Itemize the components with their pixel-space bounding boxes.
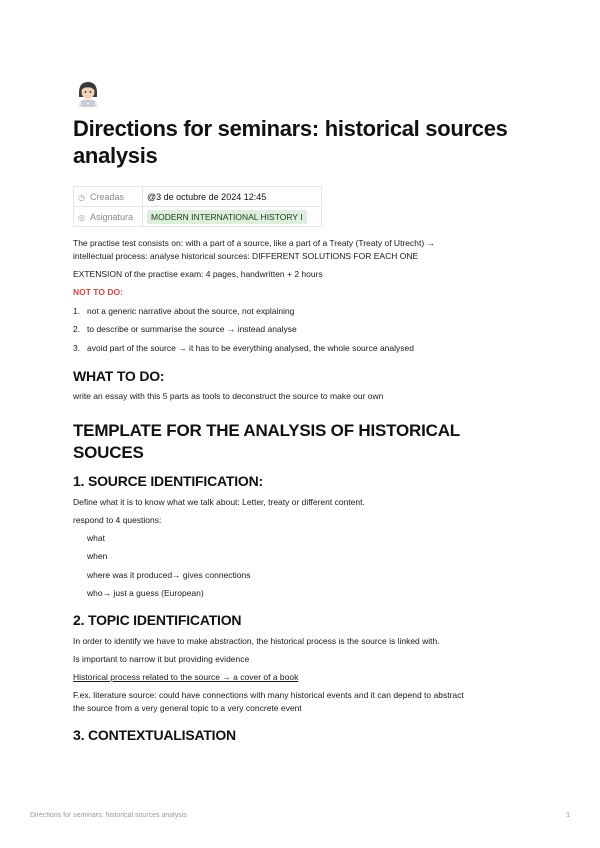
property-row-created: [74, 187, 322, 207]
template-heading: TEMPLATE FOR THE ANALYSIS OF HISTORICAL SOUCES: [73, 421, 460, 462]
topic-identification-line-1: In order to identify we have to make abstraction, the historical process is the source is linked with.: [73, 636, 440, 646]
question-item: who→ just a guess (European): [87, 588, 204, 598]
list-item: 1. not a generic narrative about the source, not explaining: [73, 306, 295, 316]
page-title: Directions for seminars: historical sources analysis: [73, 116, 508, 168]
list-item: 2. to describe or summarise the source → instead analyse: [73, 324, 297, 334]
clock-icon: ◷: [78, 192, 85, 202]
property-key: ◷ Creadas: [74, 187, 143, 207]
property-value-subject[interactable]: [143, 207, 322, 227]
intro-line-2: intellectual process: analyse historical sources: DIFFERENT SOLUTIONS FOR EACH ONE: [73, 251, 419, 261]
list-item: 3. avoid part of the source → it has to be everything analysed, the whole source analysed: [73, 343, 414, 353]
what-to-do-heading: WHAT TO DO:: [73, 368, 165, 384]
subject-tag[interactable]: MODERN INTERNATIONAL HISTORY I: [147, 210, 307, 224]
question-item: what: [87, 533, 105, 543]
question-item: when: [87, 551, 108, 561]
person-at-laptop-icon: [73, 78, 103, 108]
page-number: 1: [566, 812, 570, 819]
question-item: where was it produced→ gives connections: [87, 570, 251, 580]
topic-example-line-2: the source from a very general topic to a very concrete event: [73, 703, 302, 713]
topic-example-line-1: F.ex. literature source: could have connections with many historical events and it can depend to abstract: [73, 690, 464, 700]
list-icon: ◎: [78, 212, 85, 222]
topic-identification-line-2: Is important to narrow it but providing evidence: [73, 654, 250, 664]
topic-identification-underlined: Historical process related to the source → a cover of a book: [73, 672, 299, 682]
page-footer: [30, 812, 570, 819]
not-to-do-label: NOT TO DO:: [73, 287, 123, 297]
contextualisation-heading: 3. CONTEXTUALISATION: [73, 727, 236, 743]
source-identification-line-2: respond to 4 questions:: [73, 515, 162, 525]
property-row-subject: [74, 207, 322, 227]
properties-table: [73, 186, 322, 227]
property-value-created[interactable]: @3 de octubre de 2024 12:45: [143, 187, 322, 207]
source-identification-line-1: Define what it is to know what we talk about: Letter, treaty or different content.: [73, 497, 365, 507]
source-identification-heading: 1. SOURCE IDENTIFICATION:: [73, 473, 263, 489]
intro-line-1: The practise test consists on: with a part of a source, like a part of a Treaty (Treaty of Utrecht) →: [73, 238, 436, 248]
extension-text: EXTENSION of the practise exam: 4 pages, handwritten + 2 hours: [73, 269, 323, 279]
footer-title: Directions for seminars: historical sources analysis: [30, 812, 187, 819]
what-to-do-text: write an essay with this 5 parts as tools to deconstruct the source to make our own: [73, 391, 384, 401]
topic-identification-heading: 2. TOPIC IDENTIFICATION: [73, 612, 242, 628]
property-key: ◎ Asignatura: [74, 207, 143, 227]
